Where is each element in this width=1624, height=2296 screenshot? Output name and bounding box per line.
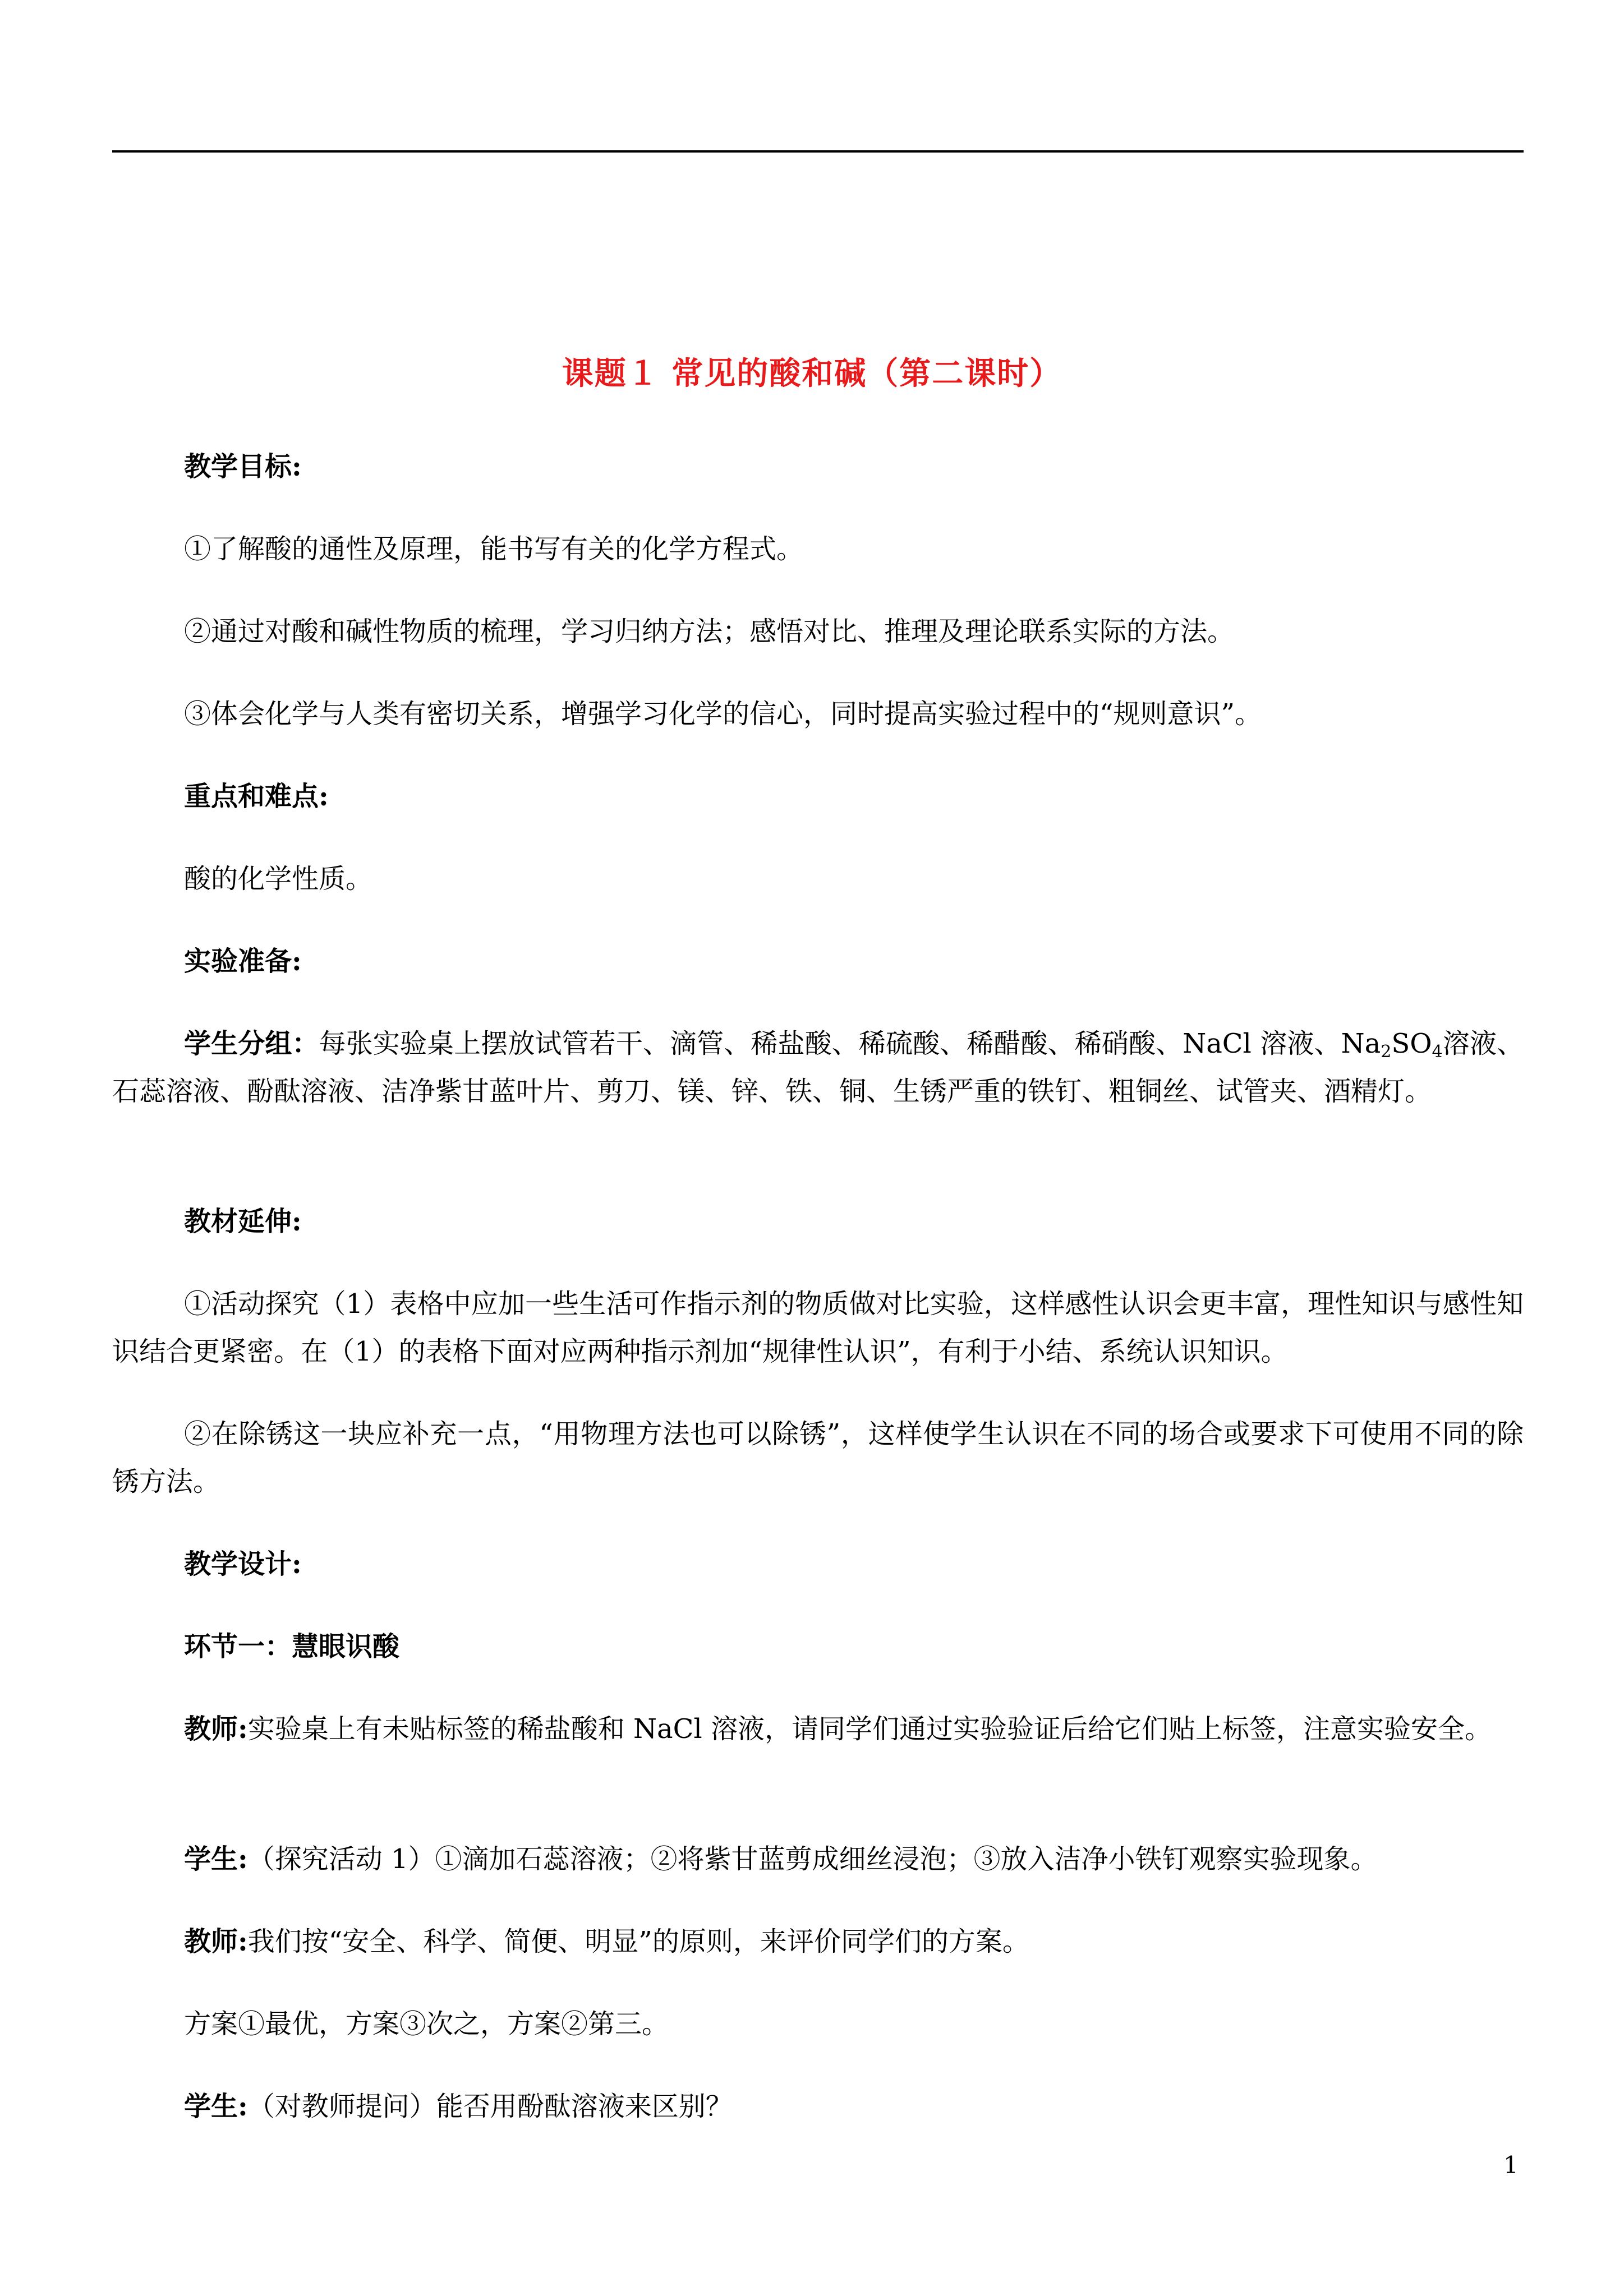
design-conclusion: 方案①最优，方案③次之，方案②第三。 [184, 2008, 669, 2040]
preparation-text-c: 溶液、石蕊溶液、酚酞溶液、洁净紫甘蓝叶片、剪刀、镁、锌、铁、铜、生锈严重的铁钉、粗铜丝、试管夹、酒精灯。 [112, 1028, 1524, 1107]
dialogue-student-1 [112, 1836, 1524, 1883]
dialogue-student-2 [112, 2083, 1524, 2131]
preparation-paragraph [112, 1020, 1524, 1115]
speaker-label: 学生: [184, 1843, 248, 1875]
dialogue-teacher-1 [112, 1705, 1524, 1753]
dialogue-text: （对教师提问）能否用酚酞溶液来区别？ [247, 2091, 733, 2122]
header-rule [112, 150, 1524, 153]
page-number: 1 [1503, 2151, 1519, 2179]
design-section-title: 环节一：慧眼识酸 [184, 1631, 400, 1662]
preparation-heading: 实验准备: [184, 946, 302, 977]
extension-item-2: ②在除锈这一块应补充一点，“用物理方法也可以除锈”，这样使学生认识在不同的场合或要求下可使用不同的除锈方法。 [112, 1418, 1524, 1497]
preparation-text-a: 每张实验桌上摆放试管若干、滴管、稀盐酸、稀硫酸、稀醋酸、稀硝酸、NaCl 溶液、Na [319, 1028, 1381, 1059]
key-points-heading: 重点和难点: [184, 781, 329, 812]
objectives-heading: 教学目标: [184, 451, 302, 482]
speaker-label: 教师: [184, 1926, 248, 1957]
key-points-text: 酸的化学性质。 [184, 863, 373, 895]
dialogue-teacher-2 [112, 1918, 1524, 1966]
objective-item-1: ①了解酸的通性及原理，能书写有关的化学方程式。 [184, 533, 804, 565]
dialogue-text: 我们按“安全、科学、简便、明显”的原则，来评价同学们的方案。 [247, 1926, 1029, 1957]
objective-item-2: ②通过对酸和碱性物质的梳理，学习归纳方法；感悟对比、推理及理论联系实际的方法。 [184, 616, 1235, 647]
preparation-label: 学生分组： [184, 1028, 319, 1059]
speaker-label: 学生: [184, 2091, 248, 2122]
page-title: 课题１ 常见的酸和碱（第二课时） [562, 355, 1062, 392]
design-heading: 教学设计: [184, 1548, 302, 1580]
extension-item-1: ①活动探究（1）表格中应加一些生活可作指示剂的物质做对比实验，这样感性认识会更丰富，理性知识与感性知识结合更紧密。在（1）的表格下面对应两种指示剂加“规律性认识”，有利于小结、系统认识知识。 [112, 1288, 1524, 1367]
subscript-2: 2 [1381, 1042, 1392, 1062]
objective-item-3: ③体会化学与人类有密切关系，增强学习化学的信心，同时提高实验过程中的“规则意识”。 [184, 698, 1262, 730]
speaker-label: 教师: [184, 1713, 248, 1745]
dialogue-text: （探究活动 1）①滴加石蕊溶液；②将紫甘蓝剪成细丝浸泡；③放入洁净小铁钉观察实验现象。 [247, 1843, 1378, 1875]
extension-heading: 教材延伸: [184, 1206, 302, 1237]
subscript-4: 4 [1432, 1042, 1443, 1062]
dialogue-text: 实验桌上有未贴标签的稀盐酸和 NaCl 溶液，请同学们通过实验验证后给它们贴上标签，注意实验安全。 [247, 1713, 1492, 1745]
preparation-text-b: SO [1391, 1028, 1432, 1059]
